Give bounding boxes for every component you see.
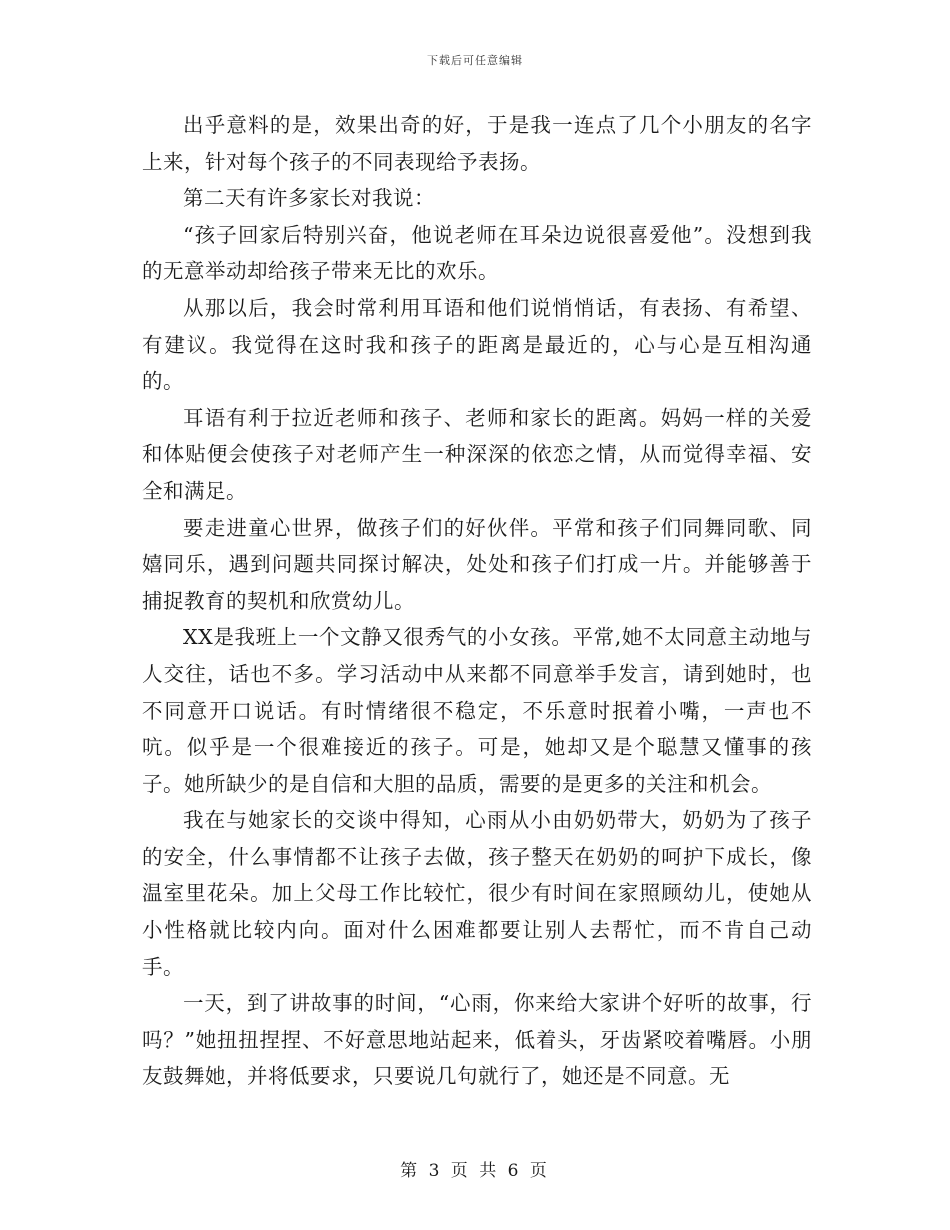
paragraph: XX是我班上一个文静又很秀气的小女孩。平常,她不太同意主动地与人交往，话也不多。学习活动中从来都不同意举手发言，请到她时，也不同意开口说话。有时情绪很不稳定，不乐意时抿着小嘴，一声也不吭。似乎是一个很难接近的孩子。可是，她却又是个聪慧又懂事的孩子。她所缺少的是自信和大胆的品质，需要的是更多的关注和机会。 (142, 625, 812, 796)
document-body (142, 107, 812, 1095)
paragraph: 第二天有许多家长对我说： (183, 186, 435, 211)
page-number-footer: 第 3 页 共 6 页 (400, 1161, 550, 1181)
paragraph: 要走进童心世界，做孩子们的好伙伴。平常和孩子们同舞同歌、同嬉同乐，遇到问题共同探讨解决，处处和孩子们打成一片。并能够善于捕捉教育的契机和欣赏幼儿。 (142, 515, 812, 613)
paragraph: 耳语有利于拉近老师和孩子、老师和家长的距离。妈妈一样的关爱和体贴便会使孩子对老师产生一种深深的依恋之情，从而觉得幸福、安全和满足。 (142, 405, 812, 503)
paragraph: “孩子回家后特别兴奋，他说老师在耳朵边说很喜爱他”。没想到我的无意举动却给孩子带来无比的欢乐。 (142, 222, 812, 284)
paragraph: 从那以后，我会时常利用耳语和他们说悄悄话，有表扬、有希望、有建议。我觉得在这时我和孩子的距离是最近的，心与心是互相沟通的。 (142, 295, 812, 394)
paragraph: 我在与她家长的交谈中得知，心雨从小由奶奶带大，奶奶为了孩子的安全，什么事情都不让孩子去做，孩子整天在奶奶的呵护下成长，像温室里花朵。加上父母工作比较忙，很少有时间在家照顾幼儿，使她从小性格就比较内向。面对什么困难都要让别人去帮忙，而不肯自己动手。 (142, 808, 812, 979)
paragraph: 一天，到了讲故事的时间，“心雨，你来给大家讲个好听的故事，行吗？”她扭扭捏捏、不好意思地站起来，低着头，牙齿紧咬着嘴唇。小朋友鼓舞她，并将低要求，只要说几句就行了，她还是不同意。无 (142, 991, 812, 1089)
paragraph: 出乎意料的是，效果出奇的好，于是我一连点了几个小朋友的名字上来，针对每个孩子的不同表现给予表扬。 (142, 113, 812, 174)
page-header-note: 下载后可任意编辑 (427, 54, 523, 67)
